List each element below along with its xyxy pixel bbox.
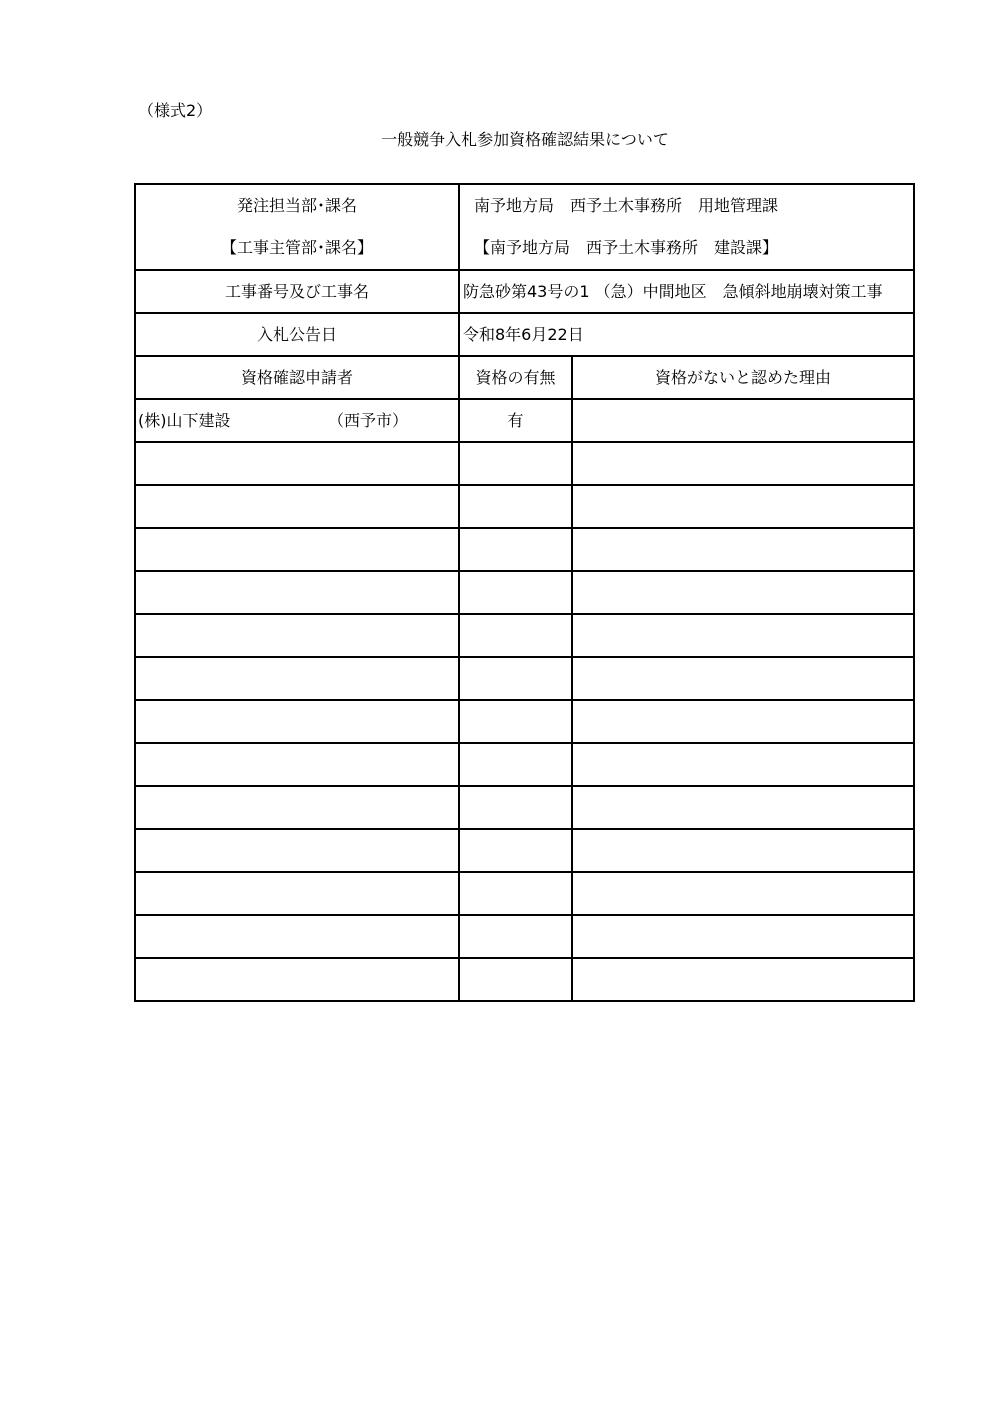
- applicant-cell: [135, 743, 459, 786]
- applicant-row: [135, 743, 914, 786]
- project-row: [135, 270, 914, 313]
- applicant-cell: [135, 571, 459, 614]
- applicant-row: [135, 786, 914, 829]
- applicant-cell: [135, 700, 459, 743]
- form-label: （様式2）: [138, 101, 213, 120]
- applicant-cell: [135, 958, 459, 1001]
- qualification-cell: 有: [459, 399, 572, 442]
- reason-cell: [572, 915, 914, 958]
- applicant-row: [135, 872, 914, 915]
- applicant-cell: [135, 399, 459, 442]
- construction-dept-value: 【南予地方局 西予土木事務所 建設課】: [474, 238, 779, 257]
- project-value: 防急砂第43号の1 （急）中間地区 急傾斜地崩壊対策工事: [459, 270, 914, 313]
- applicant-row: [135, 399, 914, 442]
- qualification-cell: [459, 657, 572, 700]
- applicant-row: [135, 657, 914, 700]
- applicant-row: [135, 528, 914, 571]
- reason-cell: [572, 657, 914, 700]
- reason-cell: [572, 743, 914, 786]
- announcement-value: 令和8年6月22日: [459, 313, 914, 356]
- qualification-column-header: 資格の有無: [459, 356, 572, 399]
- reason-cell: [572, 872, 914, 915]
- reason-cell: [572, 485, 914, 528]
- announcement-label: 入札公告日: [135, 313, 459, 356]
- reason-column-header: 資格がないと認めた理由: [572, 356, 914, 399]
- announcement-row: [135, 313, 914, 356]
- applicant-cell: [135, 442, 459, 485]
- applicant-cell: [135, 915, 459, 958]
- qualification-cell: [459, 700, 572, 743]
- applicant-row: [135, 700, 914, 743]
- applicant-cell: [135, 657, 459, 700]
- applicant-row: [135, 442, 914, 485]
- applicant-row: [135, 829, 914, 872]
- reason-cell: [572, 829, 914, 872]
- ordering-dept-value: 南予地方局 西予土木事務所 用地管理課: [474, 196, 779, 215]
- applicant-cell: [135, 872, 459, 915]
- document-title: 一般競争入札参加資格確認結果について: [381, 130, 669, 149]
- dept-label-cell: [135, 184, 459, 270]
- reason-cell: [572, 700, 914, 743]
- construction-dept-label: 【工事主管部･課名】: [220, 238, 373, 257]
- applicant-row: [135, 571, 914, 614]
- qualification-cell: [459, 528, 572, 571]
- applicant-cell: [135, 528, 459, 571]
- qualification-result-table: [134, 183, 915, 1002]
- reason-cell: [572, 614, 914, 657]
- applicant-row: [135, 614, 914, 657]
- reason-cell: [572, 399, 914, 442]
- qualification-cell: [459, 485, 572, 528]
- qualification-cell: [459, 786, 572, 829]
- project-label: 工事番号及び工事名: [135, 270, 459, 313]
- applicant-cell: [135, 786, 459, 829]
- ordering-dept-label: 発注担当部･課名: [236, 196, 357, 215]
- reason-cell: [572, 528, 914, 571]
- qualification-cell: [459, 614, 572, 657]
- applicant-name: (株)山下建設: [138, 410, 231, 430]
- dept-value-cell: [459, 184, 914, 270]
- column-header-row: [135, 356, 914, 399]
- applicant-cell: [135, 829, 459, 872]
- applicant-row: [135, 915, 914, 958]
- applicant-column-header: 資格確認申請者: [135, 356, 459, 399]
- reason-cell: [572, 442, 914, 485]
- reason-cell: [572, 958, 914, 1001]
- qualification-cell: [459, 442, 572, 485]
- dept-row: [135, 184, 914, 270]
- qualification-cell: [459, 872, 572, 915]
- applicant-row: [135, 958, 914, 1001]
- reason-cell: [572, 786, 914, 829]
- qualification-cell: [459, 915, 572, 958]
- applicant-city: （西予市）: [328, 410, 409, 430]
- qualification-cell: [459, 958, 572, 1001]
- applicant-cell: [135, 614, 459, 657]
- qualification-cell: [459, 743, 572, 786]
- applicant-cell: [135, 485, 459, 528]
- reason-cell: [572, 571, 914, 614]
- qualification-cell: [459, 829, 572, 872]
- applicant-row: [135, 485, 914, 528]
- qualification-cell: [459, 571, 572, 614]
